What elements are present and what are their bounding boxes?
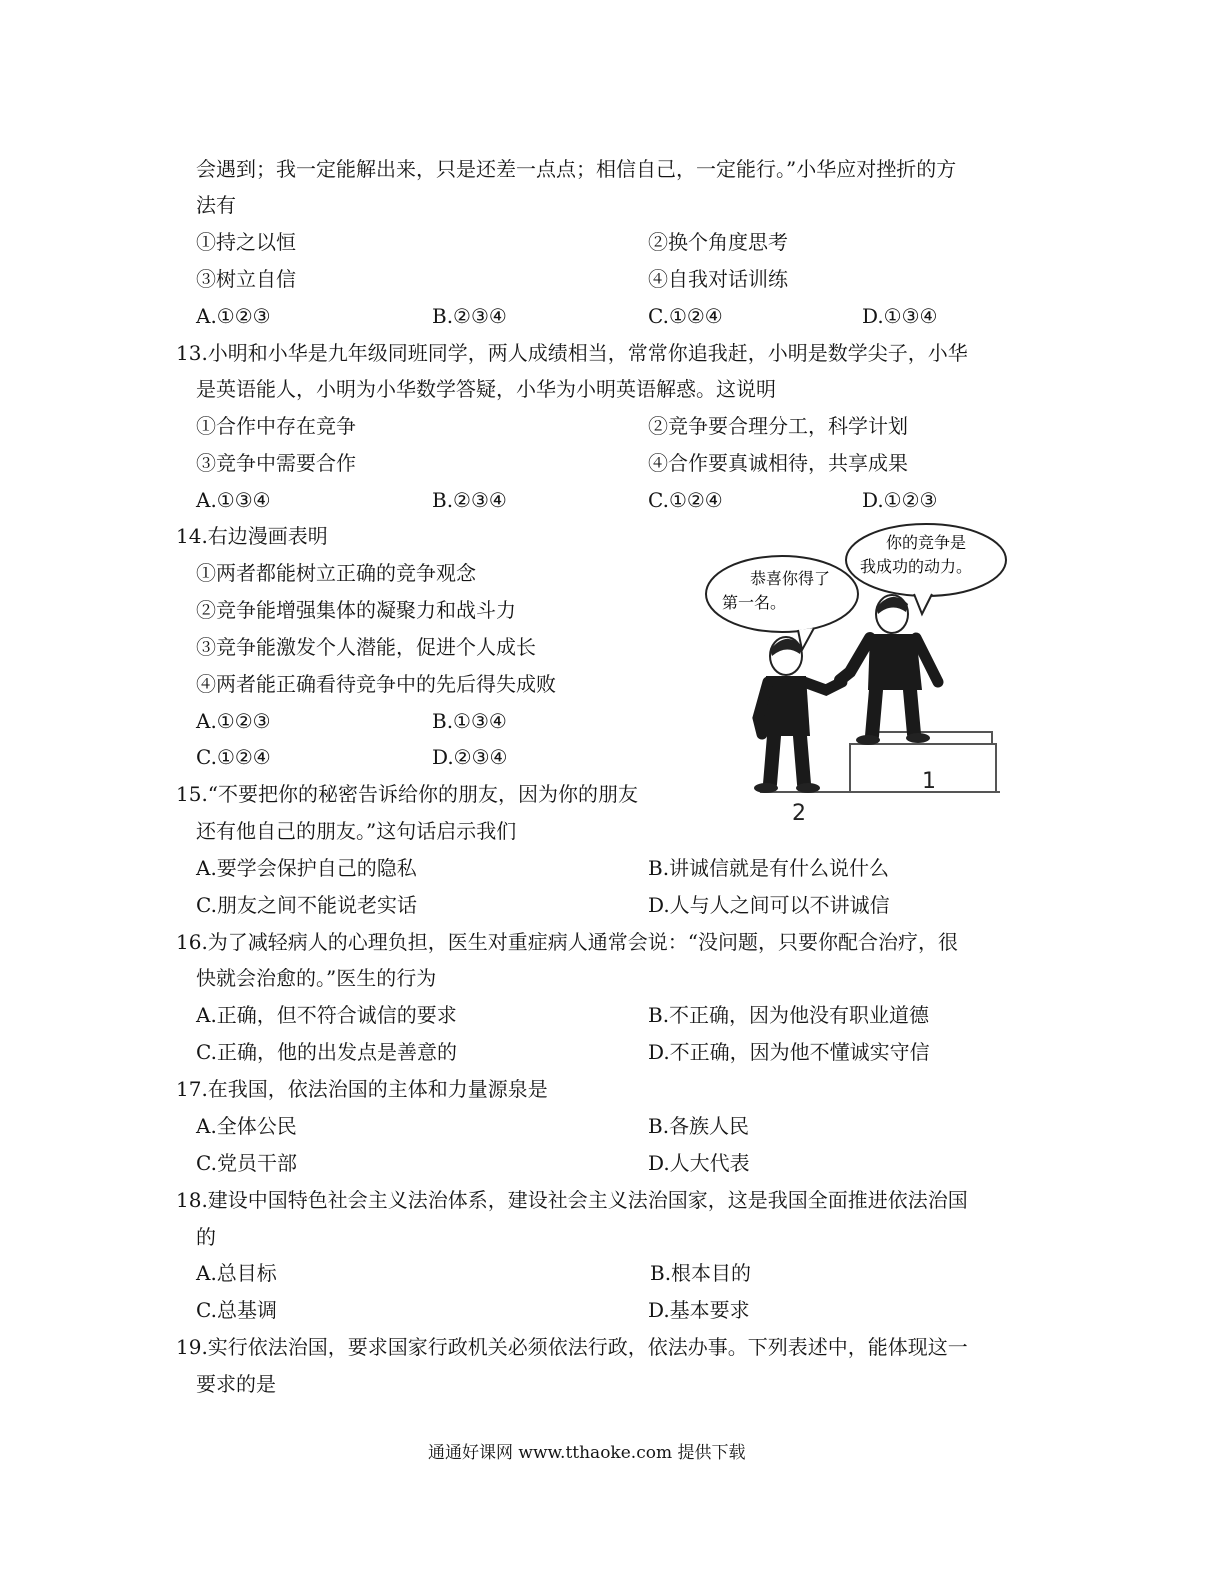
q14-stem: 14.右边漫画表明 — [176, 524, 328, 548]
q15-option-c: C.朋友之间不能说老实话 — [196, 893, 417, 917]
q18-option-b: B.根本目的 — [650, 1261, 752, 1285]
winner-boy-figure — [840, 595, 938, 745]
q12-option-c: C.①②④ — [648, 304, 723, 328]
q13-stem-line1: 13.小明和小华是九年级同班同学，两人成绩相当，常常你追我赶，小明是数学尖子，小华 — [176, 341, 968, 365]
q13-option-d: D.①②③ — [862, 488, 938, 512]
q13-stem-line2: 是英语能人，小明为小华数学答疑，小华为小明英语解惑。这说明 — [196, 377, 776, 401]
q14-option-b: B.①③④ — [432, 709, 507, 733]
q15-option-d: D.人与人之间可以不讲诚信 — [648, 893, 890, 917]
q14-item-1: ①两者都能树立正确的竞争观念 — [196, 561, 476, 585]
bubble-left-line1: 恭喜你得了 — [750, 569, 831, 588]
q14-item-3: ③竞争能激发个人潜能，促进个人成长 — [196, 635, 536, 659]
q18-option-a: A.总目标 — [196, 1261, 277, 1285]
runner-up-boy-figure — [754, 637, 842, 793]
q17-option-d: D.人大代表 — [648, 1151, 750, 1175]
q12-option-a: A.①②③ — [196, 304, 271, 328]
q18-stem-line2: 的 — [196, 1225, 216, 1249]
q16-option-a: A.正确，但不符合诚信的要求 — [196, 1003, 457, 1027]
q14-option-c: C.①②④ — [196, 745, 271, 769]
q17-option-a: A.全体公民 — [196, 1114, 297, 1138]
q18-option-d: D.基本要求 — [648, 1298, 750, 1322]
q14-option-d: D.②③④ — [432, 745, 508, 769]
q18-stem-line1: 18.建设中国特色社会主义法治体系，建设社会主义法治国家，这是我国全面推进依法治国 — [176, 1188, 968, 1212]
bubble-right-line2: 我成功的动力。 — [860, 557, 973, 576]
q12-item-2: ②换个角度思考 — [648, 230, 788, 254]
q16-stem-line2: 快就会治愈的。”医生的行为 — [196, 966, 437, 990]
q17-stem: 17.在我国，依法治国的主体和力量源泉是 — [176, 1077, 548, 1101]
q12-stem-line1: 会遇到；我一定能解出来，只是还差一点点；相信自己，一定能行。”小华应对挫折的方 — [196, 157, 957, 181]
q12-item-3: ③树立自信 — [196, 267, 296, 291]
q12-option-d: D.①③④ — [862, 304, 938, 328]
q12-option-b: B.②③④ — [432, 304, 507, 328]
page-footer: 通通好课网 www.tthaoke.com 提供下载 — [428, 1443, 746, 1463]
q15-option-a: A.要学会保护自己的隐私 — [196, 856, 417, 880]
q15-stem-line2: 还有他自己的朋友。”这句话启示我们 — [196, 819, 517, 843]
q19-stem-line2: 要求的是 — [196, 1372, 276, 1396]
q13-option-b: B.②③④ — [432, 488, 507, 512]
podium-label-2: 2 — [792, 801, 806, 826]
q17-option-c: C.党员干部 — [196, 1151, 297, 1175]
q13-item-2: ②竞争要合理分工，科学计划 — [648, 414, 908, 438]
q16-option-c: C.正确，他的出发点是善意的 — [196, 1040, 457, 1064]
competition-cartoon — [700, 522, 1010, 832]
q13-option-a: A.①③④ — [196, 488, 271, 512]
q13-item-1: ①合作中存在竞争 — [196, 414, 356, 438]
q13-item-4: ④合作要真诚相待，共享成果 — [648, 451, 908, 475]
q12-stem-line2: 法有 — [196, 193, 236, 217]
q13-item-3: ③竞争中需要合作 — [196, 451, 356, 475]
q19-stem-line1: 19.实行依法治国，要求国家行政机关必须依法行政，依法办事。下列表述中，能体现这一 — [176, 1335, 968, 1359]
q16-stem-line1: 16.为了减轻病人的心理负担，医生对重症病人通常会说：“没问题，只要你配合治疗，很 — [176, 930, 959, 954]
podium-label-1: 1 — [922, 769, 936, 794]
q12-item-4: ④自我对话训练 — [648, 267, 788, 291]
q12-item-1: ①持之以恒 — [196, 230, 296, 254]
q13-option-c: C.①②④ — [648, 488, 723, 512]
q18-option-c: C.总基调 — [196, 1298, 277, 1322]
q16-option-b: B.不正确，因为他没有职业道德 — [648, 1003, 930, 1027]
q15-stem-line1: 15.“不要把你的秘密告诉给你的朋友，因为你的朋友 — [176, 782, 639, 806]
q14-item-4: ④两者能正确看待竞争中的先后得失成败 — [196, 672, 556, 696]
bubble-left-line2: 第一名。 — [722, 593, 787, 612]
bubble-right-line1: 你的竞争是 — [886, 533, 967, 552]
q14-option-a: A.①②③ — [196, 709, 271, 733]
q15-option-b: B.讲诚信就是有什么说什么 — [648, 856, 890, 880]
q14-item-2: ②竞争能增强集体的凝聚力和战斗力 — [196, 598, 516, 622]
q17-option-b: B.各族人民 — [648, 1114, 750, 1138]
q16-option-d: D.不正确，因为他不懂诚实守信 — [648, 1040, 930, 1064]
